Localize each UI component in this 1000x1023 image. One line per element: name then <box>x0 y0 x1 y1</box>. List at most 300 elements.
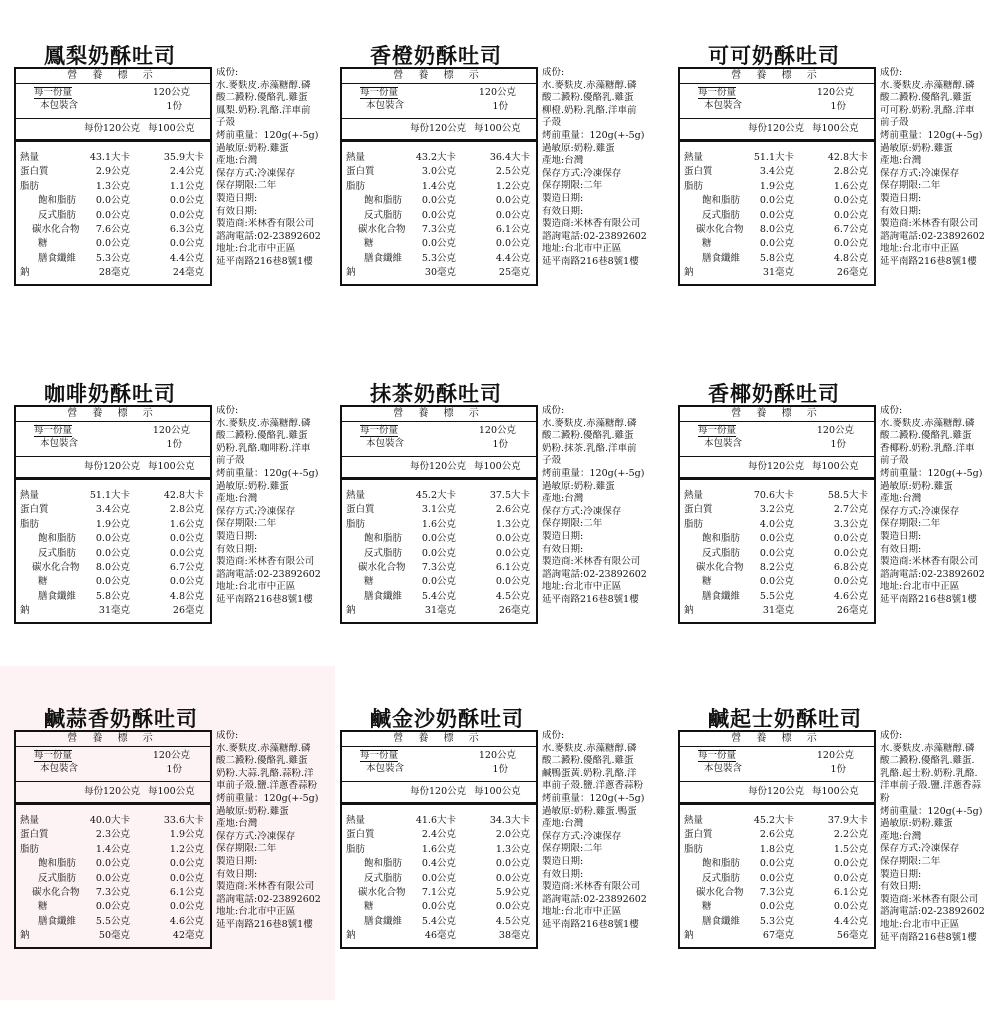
ingredient-line: 水.麥麩皮.赤藻糖醇.磷 <box>216 417 311 429</box>
nutrient-row <box>16 224 210 238</box>
nutrient-name: 鈉 <box>20 930 30 942</box>
serving-info <box>342 422 536 457</box>
per-100g-value: 33.6大卡 <box>163 815 204 826</box>
per-serving-value: 31毫克 <box>762 605 794 617</box>
per-100g-value: 2.2公克 <box>833 829 868 841</box>
nutrient-name: 飽和脂肪 <box>364 195 403 207</box>
nutrient-row <box>680 152 874 166</box>
ingredient-line: 諮詢電話:02-23892602 <box>880 568 985 580</box>
nutrient-name: 鈉 <box>346 605 356 617</box>
nutrient-row <box>342 267 536 281</box>
nutrient-row <box>16 591 210 605</box>
per-serving-value: 2.6公克 <box>759 829 794 841</box>
per-100g-value: 42.8大卡 <box>163 490 204 501</box>
per-100g-value: 1.2公克 <box>495 180 530 192</box>
ingredient-line: 製造商:米林香有限公司 <box>542 881 641 893</box>
nutrient-name: 反式脂肪 <box>702 872 741 884</box>
ingredient-line: 烤前重量：120g(+-5g) <box>216 129 319 141</box>
nutrient-rows <box>680 805 874 945</box>
nutrient-row <box>680 901 874 915</box>
per-serving-value: 2.3公克 <box>95 829 130 841</box>
ingredient-line: 水.麥麩皮.赤藻糖醇.磷 <box>880 742 975 754</box>
nutrient-row <box>16 253 210 267</box>
per-serving-value: 5.3公克 <box>759 915 794 927</box>
per-serving-value: 0.0公克 <box>759 576 794 588</box>
nutrient-row <box>680 815 874 829</box>
ingredient-line: 產地:台灣 <box>542 155 584 167</box>
nutrient-row <box>16 576 210 590</box>
column-headers <box>680 457 874 480</box>
nutrient-name: 蛋白質 <box>684 166 713 178</box>
serving-size-value: 120公克 <box>478 425 516 436</box>
nutrient-name: 糖 <box>38 238 48 250</box>
ingredient-line: 成份: <box>542 405 565 416</box>
nutrient-row <box>342 901 536 915</box>
per-100g-value: 0.0公克 <box>495 209 530 221</box>
per-100g-value: 1.1公克 <box>169 180 204 192</box>
per-100g-value: 6.7公克 <box>833 223 868 235</box>
nutrient-name: 膳食纖維 <box>702 915 741 927</box>
nutrient-row <box>342 548 536 562</box>
nutrient-row <box>16 533 210 547</box>
nutrient-row <box>680 224 874 238</box>
servings-label: 本包裝含 <box>704 100 743 111</box>
serving-info <box>680 84 874 119</box>
per-100g-value: 2.8公克 <box>169 504 204 516</box>
ingredient-line: 製造日期: <box>216 530 258 542</box>
nutrient-row <box>680 267 874 281</box>
per-100g-header: 每100公克 <box>812 461 859 472</box>
nutrient-name: 糖 <box>702 576 712 588</box>
servings-value: 1份 <box>830 101 846 112</box>
ingredient-line: 產地:台灣 <box>880 493 922 505</box>
ingredient-line: 鳳梨.奶粉.乳酪.洋車前 <box>216 104 311 116</box>
nutrient-name: 蛋白質 <box>346 829 375 841</box>
per-serving-value: 3.0公克 <box>421 166 456 178</box>
ingredient-line: 產地:台灣 <box>216 155 258 167</box>
ingredient-line: 產地:台灣 <box>542 493 584 505</box>
nutrient-row <box>680 210 874 224</box>
nutrient-row <box>680 181 874 195</box>
ingredient-line: 製造商:米林香有限公司 <box>216 218 315 230</box>
product-title: 咖啡奶酥吐司 <box>44 381 176 406</box>
serving-size-label: 每一份量 <box>698 425 737 436</box>
ingredient-line: 製造商:米林香有限公司 <box>216 881 315 893</box>
nutrient-name: 糖 <box>38 576 48 588</box>
per-serving-value: 0.0公克 <box>95 576 130 588</box>
nutrient-row <box>342 490 536 504</box>
nutrient-row <box>680 238 874 252</box>
nutrient-name: 碳水化合物 <box>696 886 744 898</box>
ingredient-line: 成份: <box>216 730 239 741</box>
nutrient-row <box>16 195 210 209</box>
ingredient-line: 製造商:米林香有限公司 <box>216 556 315 568</box>
nutrient-row <box>680 166 874 180</box>
servings-value: 1份 <box>166 101 182 112</box>
nutrient-name: 碳水化合物 <box>358 223 406 235</box>
per-serving-value: 51.1大卡 <box>753 152 794 163</box>
per-100g-value: 35.9大卡 <box>163 152 204 163</box>
ingredient-line: 成份: <box>216 67 239 78</box>
servings-value: 1份 <box>166 439 182 450</box>
product-panel <box>14 378 339 698</box>
nutrient-row <box>16 238 210 252</box>
product-panel <box>14 40 339 360</box>
nutrient-name: 膳食纖維 <box>38 252 77 264</box>
serving-size-value: 120公克 <box>816 750 854 761</box>
ingredient-line: 酸二澱粉.優酪乳.雞蛋 <box>216 755 308 767</box>
nutrient-name: 碳水化合物 <box>358 886 406 898</box>
per-100g-value: 38毫克 <box>498 930 530 942</box>
ingredient-line: 水.麥麩皮.赤藻糖醇.磷 <box>880 417 975 429</box>
per-100g-value: 24毫克 <box>172 267 204 279</box>
per-serving-value: 0.0公克 <box>421 576 456 588</box>
nutrient-name: 脂肪 <box>684 843 704 855</box>
serving-info <box>680 422 874 457</box>
ingredient-line: 酸二澱粉.優酪乳.雞蛋 <box>216 430 308 442</box>
nutrient-name: 鈉 <box>346 930 356 942</box>
per-100g-value: 0.0公克 <box>169 858 204 870</box>
per-serving-header: 每份120公克 <box>410 786 467 797</box>
product-title: 抹茶奶酥吐司 <box>370 381 502 406</box>
per-serving-value: 1.6公克 <box>421 843 456 855</box>
per-100g-value: 6.1公克 <box>833 886 868 898</box>
serving-size-label: 每一份量 <box>34 750 73 761</box>
product-title: 可可奶酥吐司 <box>708 43 840 68</box>
ingredient-line: 地址:台北市中正區 <box>216 906 296 918</box>
product-title: 鹹金沙奶酥吐司 <box>370 706 524 731</box>
nutrient-name: 碳水化合物 <box>32 886 80 898</box>
serving-info <box>342 84 536 119</box>
per-serving-value: 8.0公克 <box>759 223 794 235</box>
per-serving-value: 0.0公克 <box>759 209 794 221</box>
per-serving-value: 0.0公克 <box>95 533 130 545</box>
per-100g-header: 每100公克 <box>474 786 521 797</box>
nutrient-rows <box>16 142 210 282</box>
ingredient-line: 製造商:米林香有限公司 <box>542 556 641 568</box>
per-100g-value: 26毫克 <box>836 267 868 279</box>
nutrient-name: 脂肪 <box>20 518 40 530</box>
nutrient-row <box>680 519 874 533</box>
per-serving-value: 3.4公克 <box>759 166 794 178</box>
nutrient-row <box>342 519 536 533</box>
per-100g-value: 6.1公克 <box>495 223 530 235</box>
per-serving-value: 0.0公克 <box>421 901 456 913</box>
ingredient-line: 有效日期: <box>880 543 922 555</box>
nutrition-label <box>14 67 212 286</box>
per-serving-value: 0.0公克 <box>95 209 130 221</box>
nutrient-name: 飽和脂肪 <box>38 533 77 545</box>
nutrient-row <box>680 916 874 930</box>
nutrient-name: 脂肪 <box>346 518 366 530</box>
servings-label: 本包裝含 <box>366 438 405 449</box>
nutrient-row <box>342 181 536 195</box>
nutrient-row <box>342 815 536 829</box>
ingredient-line: 過敏原:奶粉.雞蛋 <box>216 805 289 817</box>
nutrition-header: 營 養 標 示 <box>16 407 210 422</box>
nutrient-name: 碳水化合物 <box>696 561 744 573</box>
nutrient-row <box>16 210 210 224</box>
per-100g-value: 26毫克 <box>836 605 868 617</box>
product-panel <box>340 40 665 360</box>
per-100g-value: 4.6公克 <box>169 915 204 927</box>
per-serving-value: 5.8公克 <box>95 590 130 602</box>
ingredient-line: 產地:台灣 <box>880 155 922 167</box>
ingredient-line: 水.麥麩皮.赤藻糖醇.磷 <box>542 79 637 91</box>
column-headers <box>680 782 874 805</box>
per-100g-value: 2.0公克 <box>495 829 530 841</box>
nutrient-name: 熱量 <box>20 152 40 163</box>
serving-info <box>16 422 210 457</box>
per-100g-value: 34.3大卡 <box>489 815 530 826</box>
per-serving-value: 0.0公克 <box>759 872 794 884</box>
nutrient-row <box>680 195 874 209</box>
nutrient-name: 反式脂肪 <box>364 209 403 221</box>
nutrient-row <box>680 504 874 518</box>
per-serving-header: 每份120公克 <box>410 461 467 472</box>
nutrient-name: 膳食纖維 <box>364 252 403 264</box>
per-serving-value: 3.1公克 <box>421 504 456 516</box>
per-100g-value: 0.0公克 <box>169 901 204 913</box>
ingredient-line: 水.麥麩皮.赤藻糖醇.磷 <box>542 417 637 429</box>
per-100g-value: 0.0公克 <box>169 195 204 207</box>
per-serving-value: 0.0公克 <box>421 533 456 545</box>
per-serving-value: 1.9公克 <box>759 180 794 192</box>
per-serving-value: 8.0公克 <box>95 561 130 573</box>
ingredient-line: 延平南路216巷8號1樓 <box>880 931 977 943</box>
per-100g-value: 0.0公克 <box>169 547 204 559</box>
nutrient-name: 反式脂肪 <box>38 547 77 559</box>
per-100g-value: 25毫克 <box>498 267 530 279</box>
nutrient-name: 碳水化合物 <box>32 561 80 573</box>
nutrient-name: 鈉 <box>684 605 694 617</box>
nutrient-row <box>16 873 210 887</box>
ingredient-line: 製造日期: <box>880 192 922 204</box>
per-100g-value: 2.6公克 <box>495 504 530 516</box>
per-100g-value: 4.6公克 <box>833 590 868 602</box>
nutrient-name: 飽和脂肪 <box>702 533 741 545</box>
ingredient-line: 香椰粉.奶粉.乳酪.洋車 <box>880 442 975 454</box>
per-serving-value: 0.0公克 <box>421 547 456 559</box>
servings-label: 本包裝含 <box>40 763 79 774</box>
ingredient-line: 製造日期: <box>542 855 584 867</box>
per-serving-value: 30毫克 <box>424 267 456 279</box>
per-100g-value: 0.0公克 <box>833 195 868 207</box>
ingredient-line: 製造商:米林香有限公司 <box>542 218 641 230</box>
ingredient-line: 保存期限:二年 <box>880 855 941 867</box>
nutrient-row <box>16 815 210 829</box>
ingredient-line: 保存方式:冷凍保存 <box>880 167 960 179</box>
per-serving-value: 43.1大卡 <box>89 152 130 163</box>
per-100g-value: 0.0公克 <box>495 872 530 884</box>
ingredient-line: 水.麥麩皮.赤藻糖醇.磷 <box>880 79 975 91</box>
column-headers <box>680 119 874 142</box>
per-serving-value: 0.0公克 <box>421 209 456 221</box>
nutrient-name: 糖 <box>702 901 712 913</box>
serving-size-value: 120公克 <box>152 750 190 761</box>
serving-size-label: 每一份量 <box>34 87 73 98</box>
nutrient-name: 脂肪 <box>20 180 40 192</box>
nutrient-name: 碳水化合物 <box>358 561 406 573</box>
nutrient-name: 鈉 <box>684 930 694 942</box>
per-serving-value: 7.3公克 <box>95 886 130 898</box>
ingredient-line: 洋車前子殼.鹽.洋蔥香蒜 <box>880 780 982 792</box>
nutrient-row <box>16 166 210 180</box>
ingredient-line: 保存方式:冷凍保存 <box>880 505 960 517</box>
nutrient-row <box>16 504 210 518</box>
nutrient-name: 脂肪 <box>684 518 704 530</box>
ingredient-line: 烤前重量：120g(+-5g) <box>880 129 983 141</box>
ingredients-block <box>216 405 341 607</box>
per-100g-value: 0.0公克 <box>833 533 868 545</box>
per-serving-value: 41.6大卡 <box>415 815 456 826</box>
ingredient-line: 諮詢電話:02-23892602 <box>542 230 647 242</box>
per-100g-value: 0.0公克 <box>495 533 530 545</box>
nutrient-row <box>680 562 874 576</box>
nutrient-row <box>342 195 536 209</box>
nutrient-row <box>16 267 210 281</box>
nutrient-row <box>342 533 536 547</box>
per-100g-value: 6.1公克 <box>495 561 530 573</box>
servings-value: 1份 <box>830 439 846 450</box>
nutrient-name: 飽和脂肪 <box>364 533 403 545</box>
serving-size-value: 120公克 <box>816 87 854 98</box>
nutrition-header: 營 養 標 示 <box>680 732 874 747</box>
per-serving-value: 7.3公克 <box>421 223 456 235</box>
nutrition-label <box>340 67 538 286</box>
nutrient-row <box>342 238 536 252</box>
per-100g-value: 0.0公克 <box>833 576 868 588</box>
per-100g-header: 每100公克 <box>148 786 195 797</box>
ingredient-line: 延平南路216巷8號1樓 <box>542 918 639 930</box>
per-100g-value: 0.0公克 <box>833 238 868 250</box>
ingredients-block <box>542 67 667 269</box>
nutrition-header: 營 養 標 示 <box>16 732 210 747</box>
nutrient-row <box>16 901 210 915</box>
ingredient-line: 可可粉.奶粉.乳酪.洋車 <box>880 104 975 116</box>
per-100g-value: 5.9公克 <box>495 886 530 898</box>
nutrient-row <box>680 858 874 872</box>
nutrient-name: 鈉 <box>20 605 30 617</box>
per-100g-value: 6.8公克 <box>833 561 868 573</box>
ingredient-line: 奶粉.抹茶.乳酪.洋車前 <box>542 442 637 454</box>
servings-label: 本包裝含 <box>40 100 79 111</box>
per-100g-value: 0.0公克 <box>169 872 204 884</box>
product-panel <box>678 378 1000 698</box>
per-serving-value: 0.4公克 <box>421 858 456 870</box>
nutrition-label <box>14 730 212 949</box>
servings-label: 本包裝含 <box>366 100 405 111</box>
ingredient-line: 烤前重量：120g(+-5g) <box>216 792 319 804</box>
product-title: 鹹蒜香奶酥吐司 <box>44 706 198 731</box>
serving-size-value: 120公克 <box>478 750 516 761</box>
column-headers <box>342 119 536 142</box>
nutrient-row <box>342 224 536 238</box>
nutrient-name: 膳食纖維 <box>38 915 77 927</box>
nutrient-rows <box>680 142 874 282</box>
ingredients-block <box>216 730 341 932</box>
per-serving-value: 45.2大卡 <box>415 490 456 501</box>
ingredient-line: 柳橙.奶粉.乳酪.洋車前 <box>542 104 637 116</box>
per-serving-value: 0.0公克 <box>95 901 130 913</box>
ingredient-line: 過敏原:奶粉.雞蛋 <box>542 142 615 154</box>
product-title: 香橙奶酥吐司 <box>370 43 502 68</box>
per-serving-value: 51.1大卡 <box>89 490 130 501</box>
nutrition-header: 營 養 標 示 <box>16 69 210 84</box>
nutrition-label <box>340 405 538 624</box>
ingredient-line: 製造日期: <box>542 192 584 204</box>
nutrition-header: 營 養 標 示 <box>342 69 536 84</box>
servings-label: 本包裝含 <box>366 763 405 774</box>
nutrient-row <box>342 844 536 858</box>
per-100g-value: 4.5公克 <box>495 590 530 602</box>
per-100g-value: 0.0公克 <box>169 209 204 221</box>
nutrient-rows <box>342 142 536 282</box>
nutrient-row <box>680 548 874 562</box>
nutrient-name: 熱量 <box>684 152 704 163</box>
per-serving-value: 2.9公克 <box>95 166 130 178</box>
nutrient-row <box>16 858 210 872</box>
nutrient-name: 熱量 <box>684 815 704 826</box>
nutrition-label <box>340 730 538 949</box>
nutrition-header: 營 養 標 示 <box>342 407 536 422</box>
ingredients-block <box>880 67 1000 269</box>
per-serving-value: 0.0公克 <box>759 533 794 545</box>
per-serving-value: 5.5公克 <box>95 915 130 927</box>
per-serving-value: 0.0公克 <box>759 547 794 559</box>
per-100g-value: 6.3公克 <box>169 223 204 235</box>
ingredient-line: 車前子殼.鹽.洋蔥香蒜粉 <box>216 780 318 792</box>
per-serving-value: 0.0公克 <box>95 858 130 870</box>
per-100g-value: 1.3公克 <box>495 518 530 530</box>
serving-size-value: 120公克 <box>152 87 190 98</box>
per-100g-header: 每100公克 <box>148 461 195 472</box>
ingredient-line: 諮詢電話:02-23892602 <box>216 230 321 242</box>
nutrient-name: 蛋白質 <box>346 504 375 516</box>
nutrient-name: 膳食纖維 <box>38 590 77 602</box>
nutrient-rows <box>342 805 536 945</box>
ingredient-line: 成份: <box>880 67 903 78</box>
per-100g-value: 42.8大卡 <box>827 152 868 163</box>
ingredient-line: 烤前重量：120g(+-5g) <box>880 805 983 817</box>
nutrient-row <box>342 930 536 944</box>
per-serving-value: 0.0公克 <box>421 238 456 250</box>
nutrient-row <box>342 829 536 843</box>
per-100g-value: 2.7公克 <box>833 504 868 516</box>
nutrient-name: 飽和脂肪 <box>702 858 741 870</box>
nutrient-name: 熱量 <box>20 490 40 501</box>
ingredient-line: 延平南路216巷8號1樓 <box>880 255 977 267</box>
nutrition-header: 營 養 標 示 <box>680 407 874 422</box>
serving-size-label: 每一份量 <box>360 87 399 98</box>
ingredients-block <box>880 730 1000 944</box>
ingredient-line: 諮詢電話:02-23892602 <box>216 568 321 580</box>
per-100g-value: 4.4公克 <box>495 252 530 264</box>
nutrient-row <box>16 930 210 944</box>
per-serving-value: 0.0公克 <box>759 901 794 913</box>
per-serving-value: 3.2公克 <box>759 504 794 516</box>
nutrient-row <box>680 930 874 944</box>
per-100g-value: 0.0公克 <box>495 576 530 588</box>
nutrient-row <box>342 887 536 901</box>
per-serving-value: 0.0公克 <box>95 872 130 884</box>
serving-size-value: 120公克 <box>816 425 854 436</box>
per-serving-value: 1.9公克 <box>95 518 130 530</box>
per-serving-value: 4.0公克 <box>759 518 794 530</box>
ingredient-line: 子殼 <box>542 455 562 467</box>
ingredient-line: 保存期限:二年 <box>542 518 603 530</box>
per-serving-value: 1.4公克 <box>95 843 130 855</box>
